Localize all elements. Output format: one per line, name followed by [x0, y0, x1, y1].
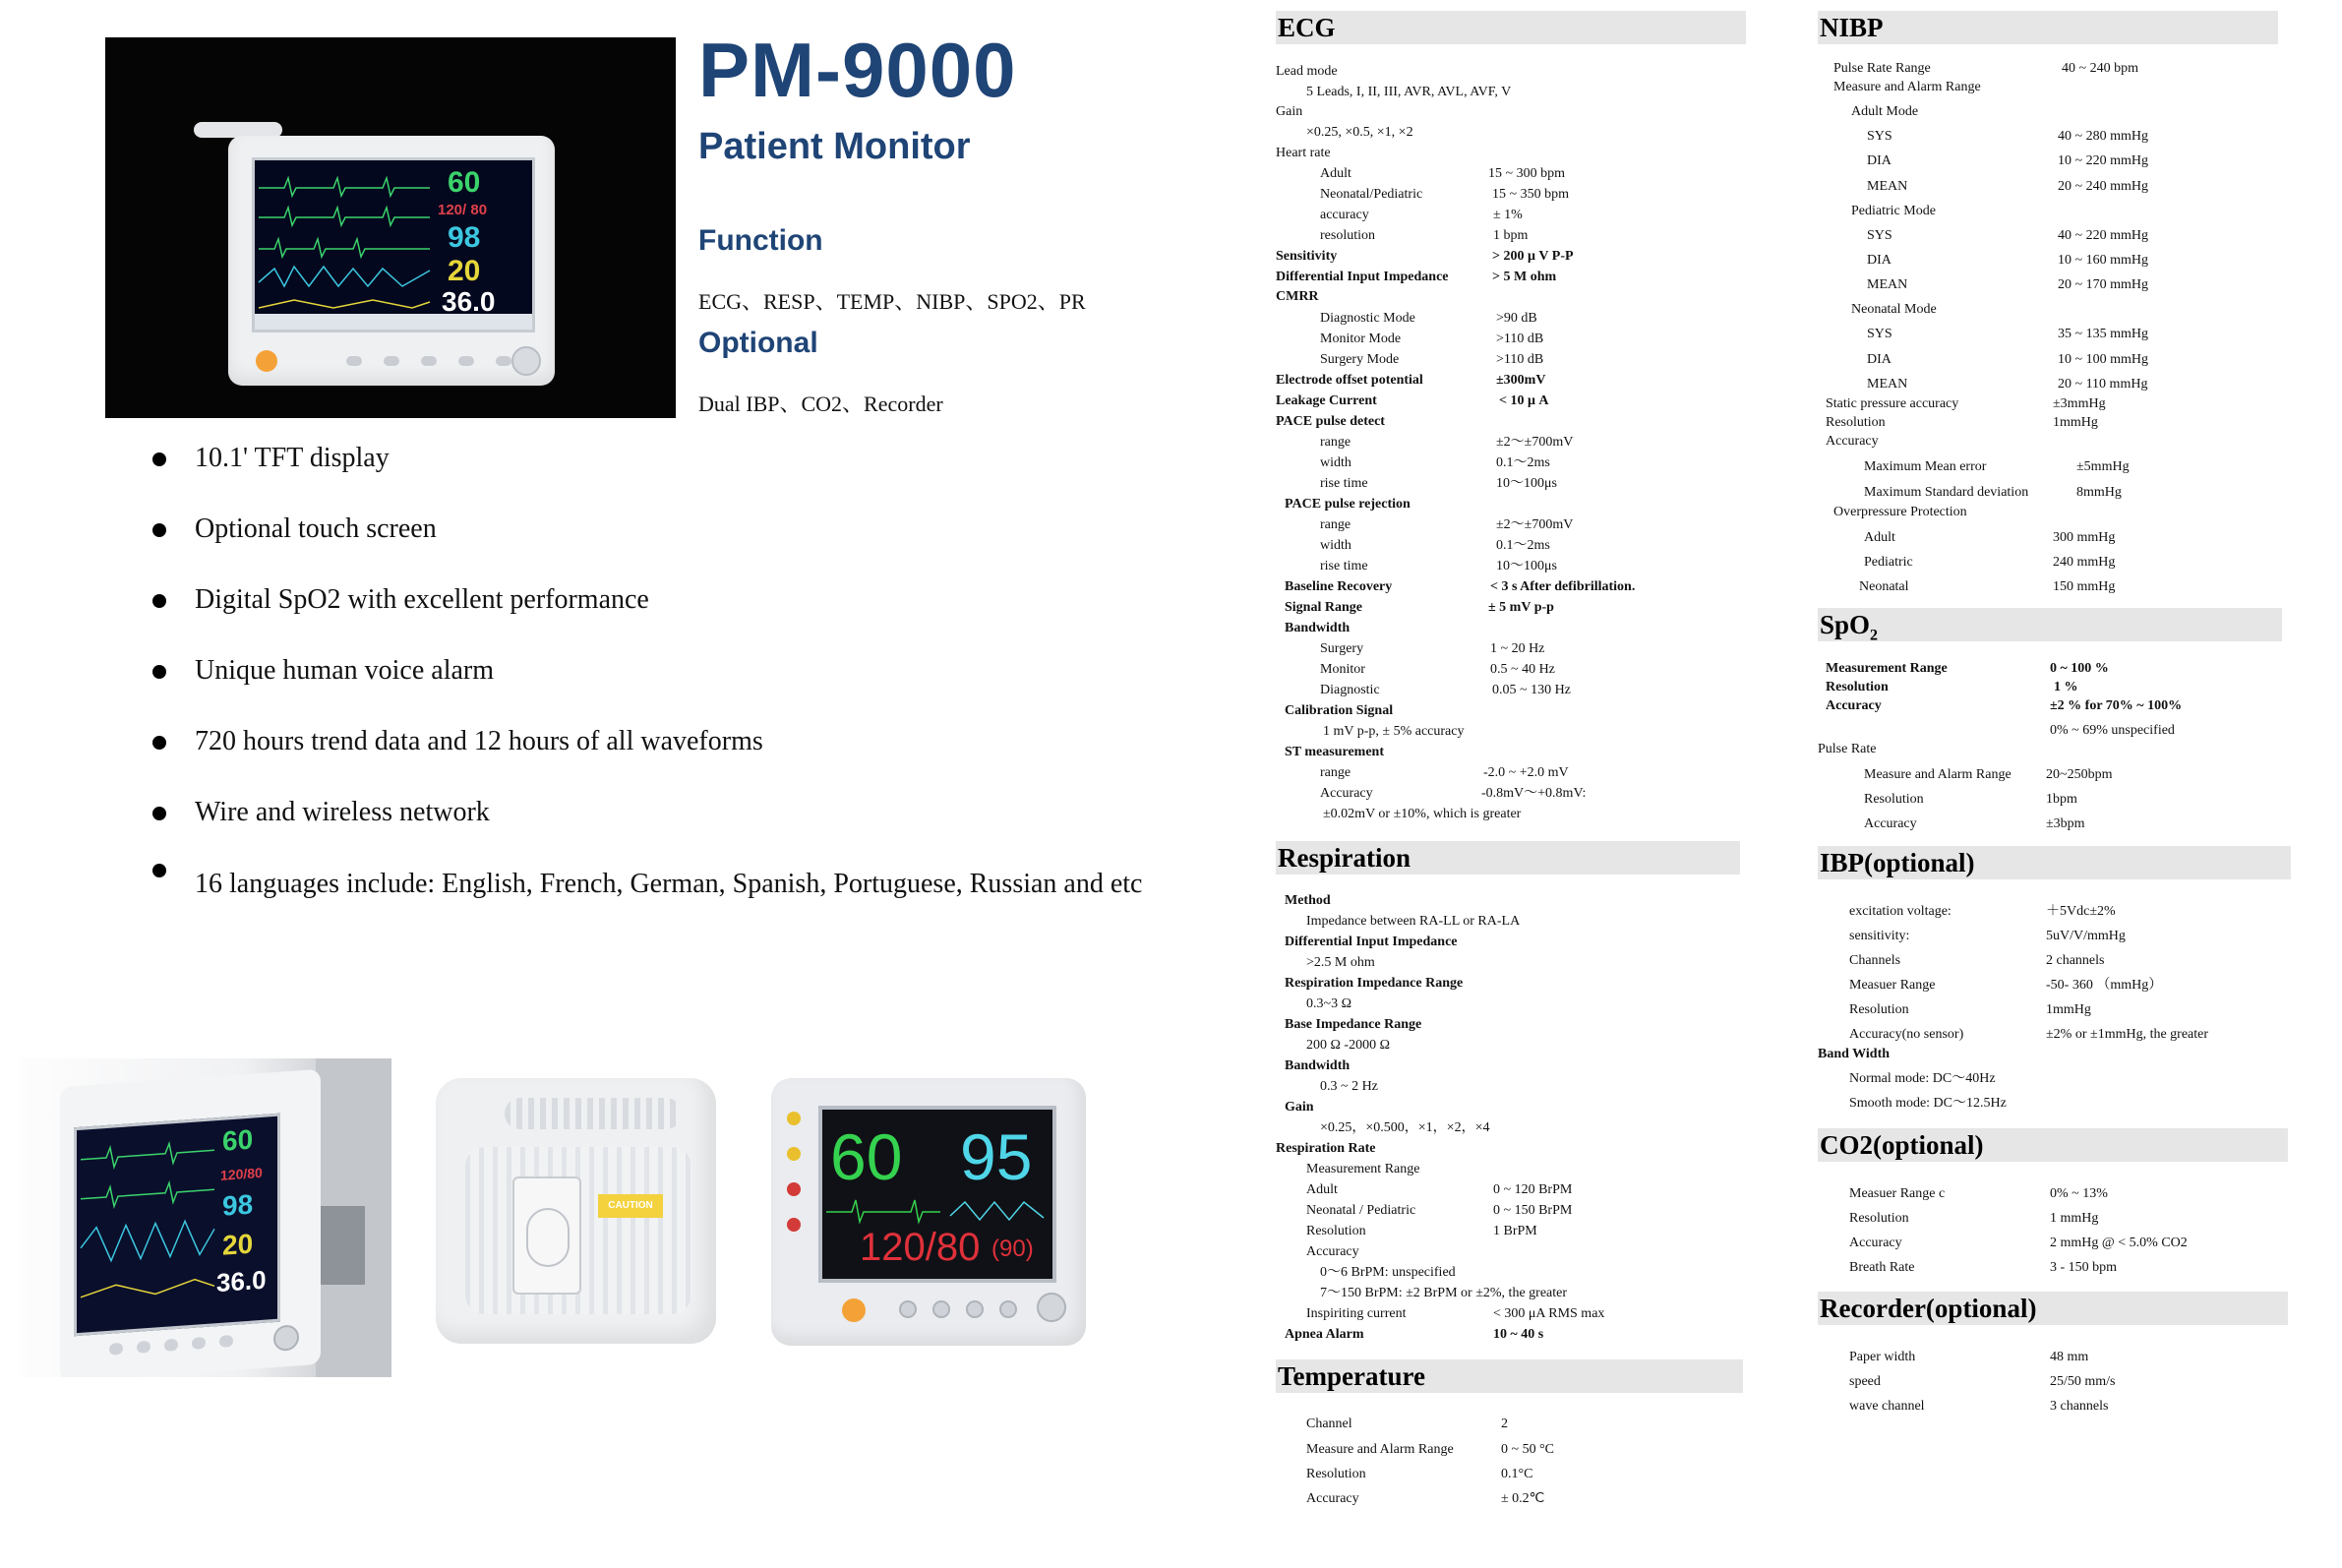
ecg-spec-label: Signal Range — [1285, 600, 1362, 615]
respiration-spec-label: ×0.25，×0.500，×1，×2，×4 — [1320, 1120, 1490, 1135]
ibp-spec-label: Band Width — [1818, 1047, 1891, 1061]
nibp-spec-value: 150 mmHg — [2053, 579, 2116, 594]
respiration-spec-value: 0 ~ 150 BrPM — [1493, 1203, 1573, 1218]
ecg-spec-value: < 3 s After defibrillation. — [1490, 579, 1636, 594]
nibp-spec-label: DIA — [1867, 352, 1892, 367]
respiration-spec-value: 0 ~ 120 BrPM — [1493, 1182, 1573, 1197]
bullet-icon — [152, 665, 166, 679]
ecg-spec-label: Calibration Signal — [1285, 703, 1394, 718]
temperature-spec-value: 0.1°C — [1501, 1467, 1533, 1481]
ecg-spec-label: width — [1320, 455, 1351, 470]
ibp-spec-value: -50- 360 （mmHg） — [2046, 978, 2163, 993]
respiration-spec-label: 0.3 ~ 2 Hz — [1320, 1079, 1378, 1094]
ibp-spec-value: 1mmHg — [2046, 1002, 2091, 1017]
respiration-spec-label: Resolution — [1306, 1224, 1366, 1238]
ecg-heading: ECG — [1276, 11, 1746, 44]
p1-spo2: 98 — [222, 1188, 254, 1222]
respiration-spec-value: < 300 μA RMS max — [1493, 1306, 1605, 1321]
function-heading: Function — [698, 224, 823, 257]
function-text: ECG、RESP、TEMP、NIBP、SPO2、PR — [698, 289, 1086, 314]
spo2-spec-label: Measurement Range — [1826, 661, 1948, 676]
feature-item: Digital SpO2 with excellent performance — [152, 582, 1136, 618]
photo-monitor-rear — [426, 1058, 724, 1351]
ecg-spec-label: rise time — [1320, 559, 1368, 573]
respiration-heading: Respiration — [1276, 841, 1740, 874]
temperature-spec-label: Accuracy — [1306, 1491, 1359, 1506]
nibp-spec-value: 300 mmHg — [2053, 530, 2116, 545]
ecg-spec-label: Baseline Recovery — [1285, 579, 1393, 594]
hero-spo2-value: 98 — [448, 221, 481, 254]
ecg-spec-value: ±2～±700mV — [1496, 435, 1574, 450]
feature-item: Unique human voice alarm — [152, 653, 1136, 689]
nibp-spec-value: ±3mmHg — [2053, 396, 2106, 411]
front-panel-button — [421, 356, 437, 366]
ibp-spec-label: Normal mode: DC～40Hz — [1849, 1071, 1996, 1086]
spo2-spec-label: Accuracy — [1826, 698, 1882, 713]
temperature-spec-label: Measure and Alarm Range — [1306, 1442, 1454, 1457]
respiration-spec-label: 200 Ω -2000 Ω — [1306, 1038, 1390, 1053]
front-panel-button — [496, 356, 511, 366]
respiration-spec-label: >2.5 M ohm — [1306, 955, 1375, 970]
nibp-spec-label: Pediatric — [1864, 555, 1913, 570]
recorder-heading: Recorder(optional) — [1818, 1292, 2288, 1325]
nibp-spec-value: 40 ~ 220 mmHg — [2058, 228, 2148, 243]
nibp-spec-value: 20 ~ 170 mmHg — [2058, 277, 2148, 292]
hero-resp-value: 20 — [448, 255, 481, 287]
temperature-spec-value: ± 0.2℃ — [1501, 1491, 1545, 1506]
feature-item: Wire and wireless network — [152, 795, 1136, 830]
co2-spec-label: Breath Rate — [1849, 1260, 1915, 1275]
front-panel-button — [346, 356, 362, 366]
nibp-heading: NIBP — [1818, 11, 2278, 44]
respiration-spec-value: 1 BrPM — [1493, 1224, 1537, 1238]
ecg-spec-value: 15 ~ 300 bpm — [1488, 166, 1565, 181]
nibp-spec-value: 8mmHg — [2076, 485, 2122, 500]
ecg-spec-label: rise time — [1320, 476, 1368, 491]
ecg-spec-value: 0.1～2ms — [1496, 455, 1550, 470]
respiration-spec-label: Respiration Rate — [1276, 1141, 1376, 1156]
bullet-icon — [152, 864, 166, 877]
recorder-spec-value: 48 mm — [2050, 1350, 2089, 1364]
respiration-spec-label: Measurement Range — [1306, 1162, 1420, 1176]
nibp-spec-label: Maximum Standard deviation — [1864, 485, 2029, 500]
ecg-spec-label: Surgery — [1320, 641, 1364, 656]
nibp-spec-label: Neonatal — [1859, 579, 1909, 594]
nibp-spec-value: ±5mmHg — [2076, 459, 2130, 474]
p3-map: (90) — [991, 1236, 1034, 1262]
nibp-spec-value: 20 ~ 240 mmHg — [2058, 179, 2148, 194]
ecg-spec-label: ±0.02mV or ±10%, which is greater — [1323, 807, 1522, 821]
optional-text: Dual IBP、CO2、Recorder — [698, 392, 943, 416]
p1-hr: 60 — [222, 1123, 254, 1157]
monitor-screen — [252, 157, 535, 332]
p1-temp: 36.0 — [216, 1264, 267, 1298]
ibp-spec-value: ＋5Vdc±2% — [2046, 904, 2116, 919]
nibp-spec-value: 20 ~ 110 mmHg — [2058, 377, 2148, 392]
ecg-spec-label: Surgery Mode — [1320, 352, 1400, 367]
ecg-spec-value: ±300mV — [1496, 373, 1546, 388]
nibp-spec-label: MEAN — [1867, 179, 1908, 194]
ecg-spec-label: width — [1320, 538, 1351, 553]
respiration-spec-value: 10 ~ 40 s — [1493, 1327, 1544, 1342]
ibp-heading: IBP(optional) — [1818, 846, 2291, 879]
spo2-spec-value: 0% ~ 69% unspecified — [2050, 723, 2175, 738]
ecg-spec-value: ±2～±700mV — [1496, 517, 1574, 532]
patient-monitor-illustration — [228, 136, 555, 386]
ecg-spec-value: 1 bpm — [1493, 228, 1529, 243]
recorder-spec-label: speed — [1849, 1374, 1881, 1389]
recorder-spec-value: 3 channels — [2050, 1399, 2109, 1414]
ecg-spec-label: Accuracy — [1320, 786, 1373, 801]
nibp-spec-label: SYS — [1867, 228, 1892, 243]
p1-resp: 20 — [222, 1228, 254, 1261]
co2-spec-value: 0% ~ 13% — [2050, 1186, 2108, 1201]
nibp-spec-value: 10 ~ 220 mmHg — [2058, 153, 2148, 168]
ibp-spec-label: Measuer Range — [1849, 978, 1936, 993]
ecg-spec-value: >110 dB — [1496, 352, 1544, 367]
ecg-spec-label: range — [1320, 765, 1351, 780]
caution-label: CAUTION — [598, 1194, 663, 1218]
co2-heading: CO2(optional) — [1818, 1128, 2288, 1162]
recorder-spec-label: wave channel — [1849, 1399, 1925, 1414]
temperature-spec-value: 2 — [1501, 1417, 1508, 1431]
ibp-spec-label: Resolution — [1849, 1002, 1909, 1017]
p3-nibp: 120/80 — [860, 1226, 981, 1269]
spo2-spec-value: 1bpm — [2046, 792, 2077, 807]
feature-item: Optional touch screen — [152, 512, 1136, 547]
spo2-spec-label: Resolution — [1864, 792, 1924, 807]
respiration-spec-label: Neonatal / Pediatric — [1306, 1203, 1416, 1218]
ibp-spec-label: Channels — [1849, 953, 1901, 968]
spo2-spec-label: Pulse Rate — [1818, 742, 1877, 756]
co2-spec-label: Accuracy — [1849, 1236, 1902, 1250]
bullet-icon — [152, 452, 166, 466]
ecg-spec-label: CMRR — [1276, 289, 1319, 304]
spo2-heading: SpO$_2$ — [1818, 608, 2282, 641]
respiration-spec-label: Respiration Impedance Range — [1285, 976, 1464, 991]
ecg-spec-value: 0.5 ~ 40 Hz — [1490, 662, 1555, 677]
spo2-spec-value: 1 % — [2054, 680, 2078, 694]
ecg-spec-value: 10～100μs — [1496, 476, 1557, 491]
rotary-knob — [511, 346, 541, 376]
spo2-spec-value: 0 ~ 100 % — [2050, 661, 2109, 676]
respiration-spec-label: Inspiriting current — [1306, 1306, 1407, 1321]
ecg-spec-value: >90 dB — [1496, 311, 1537, 326]
ecg-spec-label: Neonatal/Pediatric — [1320, 187, 1423, 202]
ecg-spec-label: 5 Leads, I, II, III, AVR, AVL, AVF, V — [1306, 85, 1512, 99]
ecg-spec-label: Diagnostic — [1320, 683, 1380, 697]
ibp-spec-label: Smooth mode: DC～12.5Hz — [1849, 1096, 2007, 1111]
respiration-spec-label: Impedance between RA-LL or RA-LA — [1306, 914, 1521, 929]
co2-spec-value: 3 - 150 bpm — [2050, 1260, 2118, 1275]
temperature-spec-label: Resolution — [1306, 1467, 1366, 1481]
hero-nibp-value: 120/ 80 — [438, 202, 488, 218]
ibp-spec-label: Accuracy(no sensor) — [1849, 1027, 1964, 1042]
product-name: Patient Monitor — [698, 126, 971, 167]
feature-item: 10.1' TFT display — [152, 441, 1136, 476]
recorder-spec-value: 25/50 mm/s — [2050, 1374, 2116, 1389]
ecg-spec-value: > 200 μ V P-P — [1492, 249, 1574, 264]
p3-spo2: 95 — [960, 1120, 1033, 1193]
photo-monitor-mounted — [21, 1058, 391, 1377]
co2-spec-label: Measuer Range c — [1849, 1186, 1946, 1201]
ecg-spec-value: > 5 M ohm — [1492, 270, 1557, 284]
ecg-spec-value: -0.8mV～+0.8mV: — [1481, 786, 1587, 801]
front-panel-button — [458, 356, 474, 366]
ecg-spec-label: Monitor — [1320, 662, 1365, 677]
respiration-spec-label: Apnea Alarm — [1285, 1327, 1364, 1342]
ecg-spec-value: 0.05 ~ 130 Hz — [1492, 683, 1571, 697]
co2-spec-value: 2 mmHg @ < 5.0% CO2 — [2050, 1236, 2188, 1250]
nibp-spec-label: Pediatric Mode — [1851, 204, 1936, 218]
ibp-spec-label: excitation voltage: — [1849, 904, 1952, 919]
p1-nibp: 120/80 — [220, 1164, 263, 1183]
ecg-spec-label: Sensitivity — [1276, 249, 1338, 264]
ecg-spec-label: Lead mode — [1276, 64, 1338, 79]
ecg-spec-label: Gain — [1276, 104, 1303, 119]
ecg-spec-label: Bandwidth — [1285, 621, 1351, 635]
ecg-spec-label: Monitor Mode — [1320, 332, 1402, 346]
nibp-spec-label: SYS — [1867, 327, 1892, 341]
ecg-spec-label: accuracy — [1320, 208, 1369, 222]
hero-hr-value: 60 — [448, 166, 481, 199]
ecg-spec-value: 10～100μs — [1496, 559, 1557, 573]
ecg-spec-value: 15 ~ 350 bpm — [1492, 187, 1569, 202]
nibp-spec-value: 240 mmHg — [2053, 555, 2116, 570]
ecg-spec-value: -2.0 ~ +2.0 mV — [1483, 765, 1569, 780]
nibp-spec-label: DIA — [1867, 153, 1892, 168]
product-model: PM-9000 — [698, 27, 1017, 113]
respiration-spec-label: Bandwidth — [1285, 1058, 1351, 1073]
respiration-spec-label: Adult — [1306, 1182, 1338, 1197]
nibp-spec-label: Resolution — [1826, 415, 1886, 430]
nibp-spec-label: Static pressure accuracy — [1826, 396, 1959, 411]
ecg-spec-value: ± 5 mV p-p — [1488, 600, 1554, 615]
nibp-spec-label: Measure and Alarm Range — [1833, 80, 1981, 94]
ibp-spec-value: 2 channels — [2046, 953, 2105, 968]
hero-temp-value: 36.0 — [442, 286, 496, 317]
ecg-spec-value: 1 ~ 20 Hz — [1490, 641, 1545, 656]
nibp-spec-label: MEAN — [1867, 277, 1908, 292]
nibp-spec-label: Neonatal Mode — [1851, 302, 1937, 317]
nibp-spec-label: Accuracy — [1826, 434, 1879, 449]
ibp-spec-value: 5uV/V/mmHg — [2046, 929, 2126, 943]
nibp-spec-label: Adult — [1864, 530, 1895, 545]
nibp-spec-value: 40 ~ 280 mmHg — [2058, 129, 2148, 144]
recorder-spec-label: Paper width — [1849, 1350, 1916, 1364]
ecg-spec-label: PACE pulse detect — [1276, 414, 1385, 429]
respiration-spec-label: 7～150 BrPM: ±2 BrPM or ±2%, the greater — [1320, 1286, 1568, 1300]
bullet-icon — [152, 523, 166, 537]
spo2-spec-value: ±3bpm — [2046, 816, 2085, 831]
ecg-spec-label: PACE pulse rejection — [1285, 497, 1411, 512]
nibp-spec-value: 10 ~ 100 mmHg — [2058, 352, 2148, 367]
nibp-spec-value: 35 ~ 135 mmHg — [2058, 327, 2148, 341]
nibp-spec-label: SYS — [1867, 129, 1892, 144]
optional-heading: Optional — [698, 327, 818, 359]
nibp-spec-label: MEAN — [1867, 377, 1908, 392]
bullet-icon — [152, 594, 166, 608]
nibp-spec-label: Adult Mode — [1851, 104, 1919, 119]
bullet-icon — [152, 736, 166, 750]
bullet-icon — [152, 807, 166, 820]
feature-item: 720 hours trend data and 12 hours of all waveforms — [152, 724, 1136, 759]
ecg-spec-label: Diagnostic Mode — [1320, 311, 1415, 326]
ibp-spec-value: ±2% or ±1mmHg, the greater — [2046, 1027, 2209, 1042]
ecg-spec-label: range — [1320, 435, 1351, 450]
ecg-spec-value: >110 dB — [1496, 332, 1544, 346]
nibp-spec-value: 10 ~ 160 mmHg — [2058, 253, 2148, 268]
ecg-spec-label: Leakage Current — [1276, 393, 1377, 408]
temperature-heading: Temperature — [1276, 1359, 1743, 1393]
ecg-spec-value: < 10 μ A — [1499, 393, 1549, 408]
temperature-spec-value: 0 ~ 50 °C — [1501, 1442, 1555, 1457]
respiration-spec-label: Base Impedance Range — [1285, 1017, 1422, 1032]
ecg-spec-label: ST measurement — [1285, 745, 1384, 759]
nibp-spec-label: Overpressure Protection — [1833, 505, 1967, 519]
ecg-spec-value: ± 1% — [1493, 208, 1523, 222]
nibp-spec-label: DIA — [1867, 253, 1892, 268]
ecg-spec-label: range — [1320, 517, 1351, 532]
respiration-spec-label: Method — [1285, 893, 1331, 908]
ibp-spec-label: sensitivity: — [1849, 929, 1910, 943]
ecg-spec-value: 0.1～2ms — [1496, 538, 1550, 553]
nibp-spec-value: 40 ~ 240 bpm — [2062, 61, 2138, 76]
front-panel-button — [384, 356, 399, 366]
feature-list — [152, 441, 1143, 951]
power-button — [256, 350, 277, 372]
feature-item: 16 languages include: English, French, German, Spanish, Portuguese, Russian and etc — [152, 852, 1136, 916]
spo2-spec-value: 20~250bpm — [2046, 767, 2113, 782]
nibp-spec-label: Pulse Rate Range — [1833, 61, 1931, 76]
respiration-spec-label: 0.3~3 Ω — [1306, 996, 1351, 1011]
respiration-spec-label: Gain — [1285, 1100, 1314, 1115]
ecg-spec-label: 1 mV p-p, ± 5% accuracy — [1323, 724, 1465, 739]
nibp-spec-label: Maximum Mean error — [1864, 459, 1987, 474]
ecg-spec-label: Heart rate — [1276, 146, 1331, 160]
nibp-spec-value: 1mmHg — [2053, 415, 2098, 430]
ecg-spec-label: Differential Input Impedance — [1276, 270, 1449, 284]
ecg-spec-label: Adult — [1320, 166, 1351, 181]
p3-hr: 60 — [830, 1120, 903, 1193]
photo-monitor-front — [761, 1058, 1094, 1359]
hero-product-photo — [105, 37, 676, 418]
spo2-spec-value: ±2 % for 70% ~ 100% — [2050, 698, 2183, 713]
respiration-spec-label: 0～6 BrPM: unspecified — [1320, 1265, 1456, 1280]
respiration-spec-label: Accuracy — [1306, 1244, 1359, 1259]
ecg-spec-label: resolution — [1320, 228, 1375, 243]
co2-spec-value: 1 mmHg — [2050, 1211, 2099, 1226]
temperature-spec-label: Channel — [1306, 1417, 1352, 1431]
spo2-spec-label: Resolution — [1826, 680, 1889, 694]
respiration-spec-label: Differential Input Impedance — [1285, 935, 1458, 949]
ecg-spec-label: Electrode offset potential — [1276, 373, 1423, 388]
co2-spec-label: Resolution — [1849, 1211, 1909, 1226]
ecg-spec-label: ×0.25, ×0.5, ×1, ×2 — [1306, 125, 1413, 140]
spo2-spec-label: Accuracy — [1864, 816, 1917, 831]
spo2-spec-label: Measure and Alarm Range — [1864, 767, 2012, 782]
